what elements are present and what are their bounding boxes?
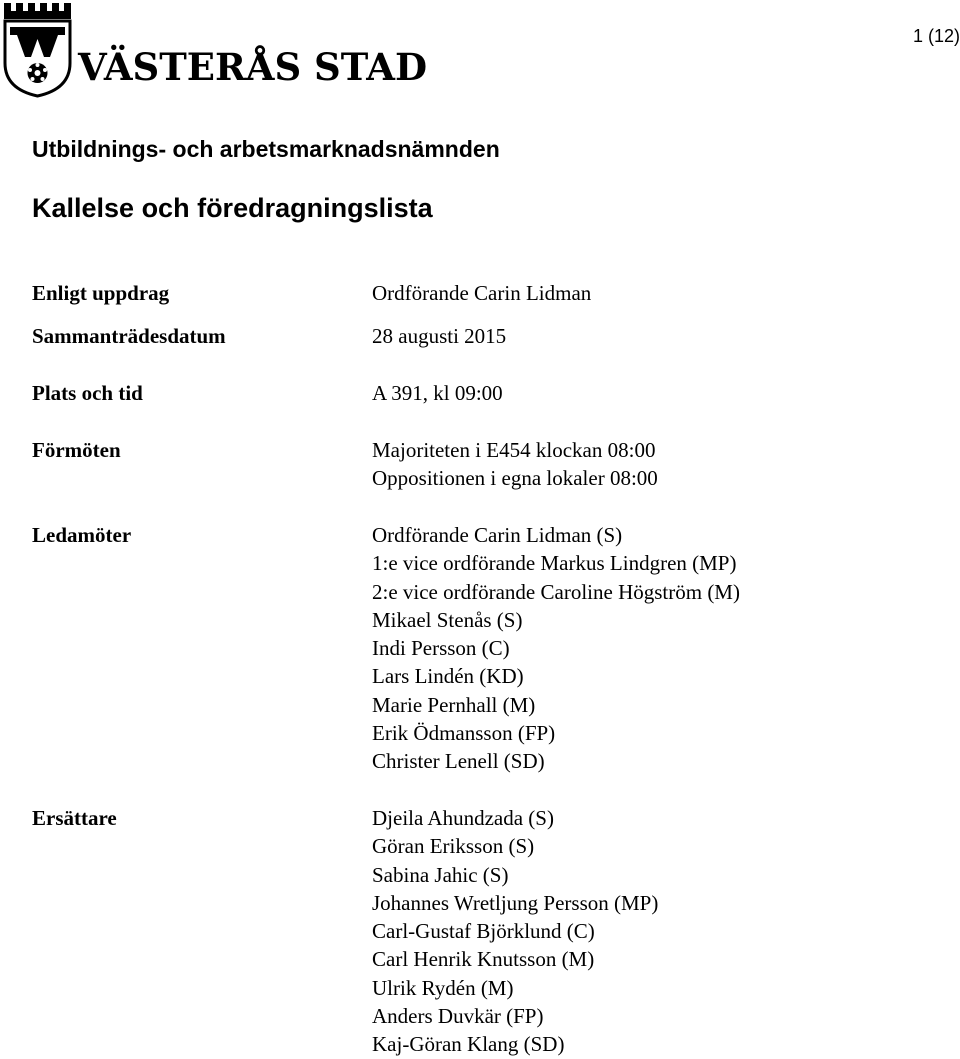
value-line: Oppositionen i egna lokaler 08:00 [372,466,658,491]
substitute-line: Carl-Gustaf Björklund (C) [372,919,595,944]
values-plats-och-tid [372,379,503,407]
label-ledamoter: Ledamöter [32,523,132,547]
value-line: 28 augusti 2015 [372,324,507,348]
values-formoten [372,436,658,493]
member-line: Indi Persson (C) [372,636,510,661]
substitute-line: Kaj-Göran Klang (SD) [372,1032,565,1057]
substitute-line: Sabina Jahic (S) [372,862,509,887]
label-formoten: Förmöten [32,438,121,462]
member-line: Ordförande Carin Lidman (S) [372,523,623,547]
member-line: 2:e vice ordförande Caroline Högström (M) [372,579,740,604]
svg-text:VÄSTERÅS STAD: VÄSTERÅS STAD [78,45,428,89]
values-ersattare [372,804,658,1059]
value-line: Majoriteten i E454 klockan 08:00 [372,438,656,462]
page-number: 1 (12) [912,26,960,46]
document-title: Kallelse och föredragningslista [32,193,433,223]
committee-name: Utbildnings- och arbetsmarknadsnämnden [32,136,500,162]
substitute-line: Ulrik Rydén (M) [372,975,514,1000]
values-enligt-uppdrag [372,279,591,307]
label-plats-och-tid: Plats och tid [32,381,143,405]
substitute-line: Djeila Ahundzada (S) [372,806,554,830]
substitute-line: Johannes Wretljung Persson (MP) [372,890,659,915]
member-line: Mikael Stenås (S) [372,607,523,632]
value-line: A 391, kl 09:00 [372,381,503,405]
member-line: Marie Pernhall (M) [372,692,536,717]
value-line: Ordförande Carin Lidman [372,281,592,305]
substitute-line: Göran Eriksson (S) [372,834,535,859]
substitute-line: Anders Duvkär (FP) [372,1004,544,1029]
label-sammantradesdatum: Sammanträdesdatum [32,324,226,348]
substitute-line: Carl Henrik Knutsson (M) [372,947,595,972]
member-line: Christer Lenell (SD) [372,749,545,774]
label-enligt-uppdrag: Enligt uppdrag [32,281,170,305]
member-line: 1:e vice ordförande Markus Lindgren (MP) [372,551,737,576]
vasteras-stad-logo [4,3,428,97]
member-line: Lars Lindén (KD) [372,664,524,689]
values-ledamoter [372,521,740,776]
values-sammantradesdatum [372,322,506,350]
label-ersattare: Ersättare [32,806,117,830]
member-line: Erik Ödmansson (FP) [372,721,556,746]
